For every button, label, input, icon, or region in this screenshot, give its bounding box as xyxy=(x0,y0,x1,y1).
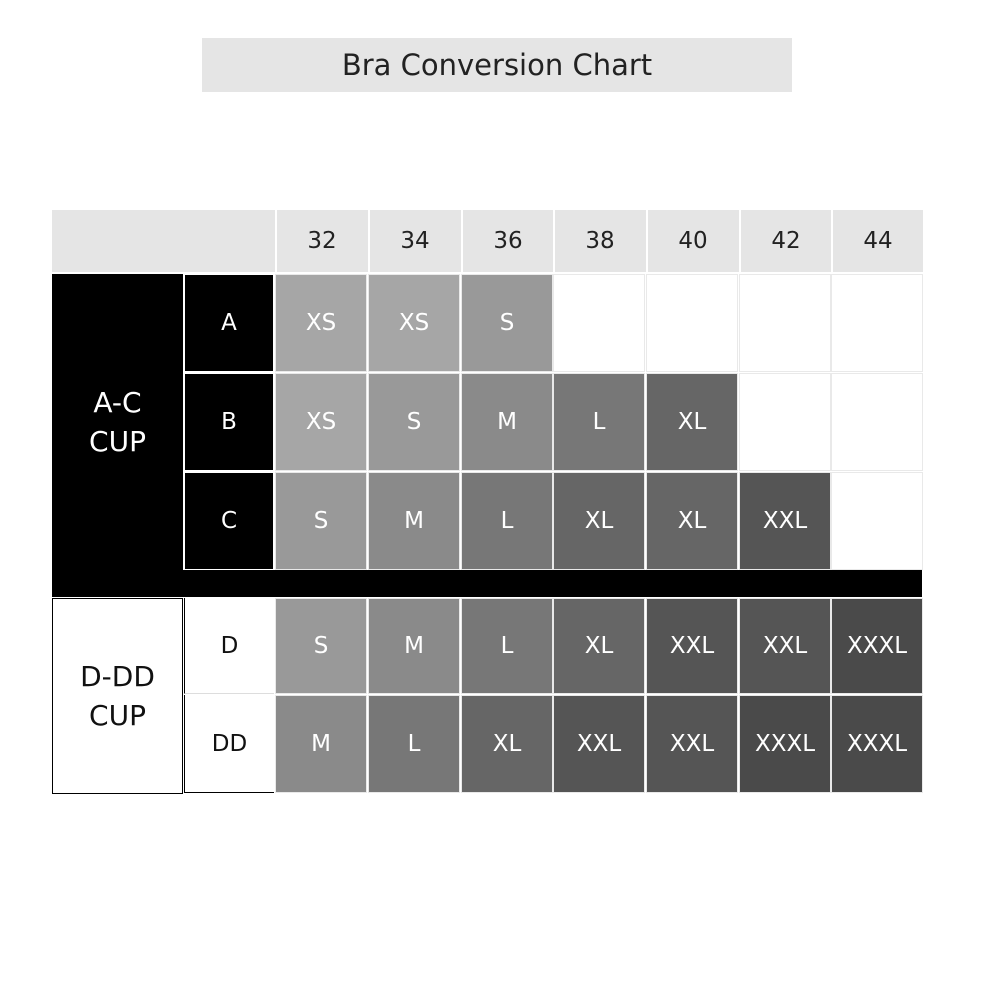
size-cell: S xyxy=(275,598,367,694)
band-size-header: 34 xyxy=(368,210,460,272)
cup-label: DD xyxy=(184,695,274,793)
band-size-header: 44 xyxy=(831,210,923,272)
size-cell: XXXL xyxy=(831,695,923,793)
cup-label: C xyxy=(184,472,274,570)
size-cell: XXL xyxy=(553,695,645,793)
size-cell: M xyxy=(368,472,460,570)
size-cell: XXXL xyxy=(739,695,831,793)
size-cell: L xyxy=(461,598,553,694)
cup-label: A xyxy=(184,274,274,372)
size-cell: L xyxy=(368,695,460,793)
size-cell: XXL xyxy=(646,598,738,694)
size-cell: S xyxy=(368,373,460,471)
band-size-header: 36 xyxy=(461,210,553,272)
size-cell: XXL xyxy=(739,472,831,570)
size-cell: XS xyxy=(275,274,367,372)
band-size-header: 42 xyxy=(739,210,831,272)
size-cell: XS xyxy=(275,373,367,471)
empty-cell xyxy=(646,274,738,372)
size-cell: M xyxy=(461,373,553,471)
size-cell: XXL xyxy=(739,598,831,694)
empty-cell xyxy=(831,472,923,570)
cup-label: D xyxy=(184,598,274,694)
empty-cell xyxy=(739,373,831,471)
size-cell: XXXL xyxy=(831,598,923,694)
empty-cell xyxy=(553,274,645,372)
group-label-a-c-cup xyxy=(52,274,183,570)
group-label-line: CUP xyxy=(89,425,146,458)
size-cell: XL xyxy=(646,472,738,570)
band-size-header: 40 xyxy=(646,210,738,272)
size-cell: M xyxy=(275,695,367,793)
size-cell: L xyxy=(461,472,553,570)
empty-cell xyxy=(831,373,923,471)
band-size-header: 32 xyxy=(275,210,367,272)
group-label-line: D-DD xyxy=(80,659,155,693)
empty-cell xyxy=(739,274,831,372)
size-cell: XL xyxy=(646,373,738,471)
size-cell: XL xyxy=(461,695,553,793)
size-cell: S xyxy=(275,472,367,570)
size-cell: L xyxy=(553,373,645,471)
size-cell: XL xyxy=(553,472,645,570)
group-label-line: A-C xyxy=(93,385,142,419)
group-label-line: CUP xyxy=(89,699,146,732)
chart-title: Bra Conversion Chart xyxy=(341,48,653,82)
size-cell: XS xyxy=(368,274,460,372)
band-size-header: 38 xyxy=(553,210,645,272)
empty-cell xyxy=(831,274,923,372)
size-cell: XXL xyxy=(646,695,738,793)
size-cell: M xyxy=(368,598,460,694)
group-label-d-dd-cup xyxy=(52,598,183,794)
group-separator-bar xyxy=(52,570,922,597)
size-cell: S xyxy=(461,274,553,372)
size-cell: XL xyxy=(553,598,645,694)
cup-label: B xyxy=(184,373,274,471)
